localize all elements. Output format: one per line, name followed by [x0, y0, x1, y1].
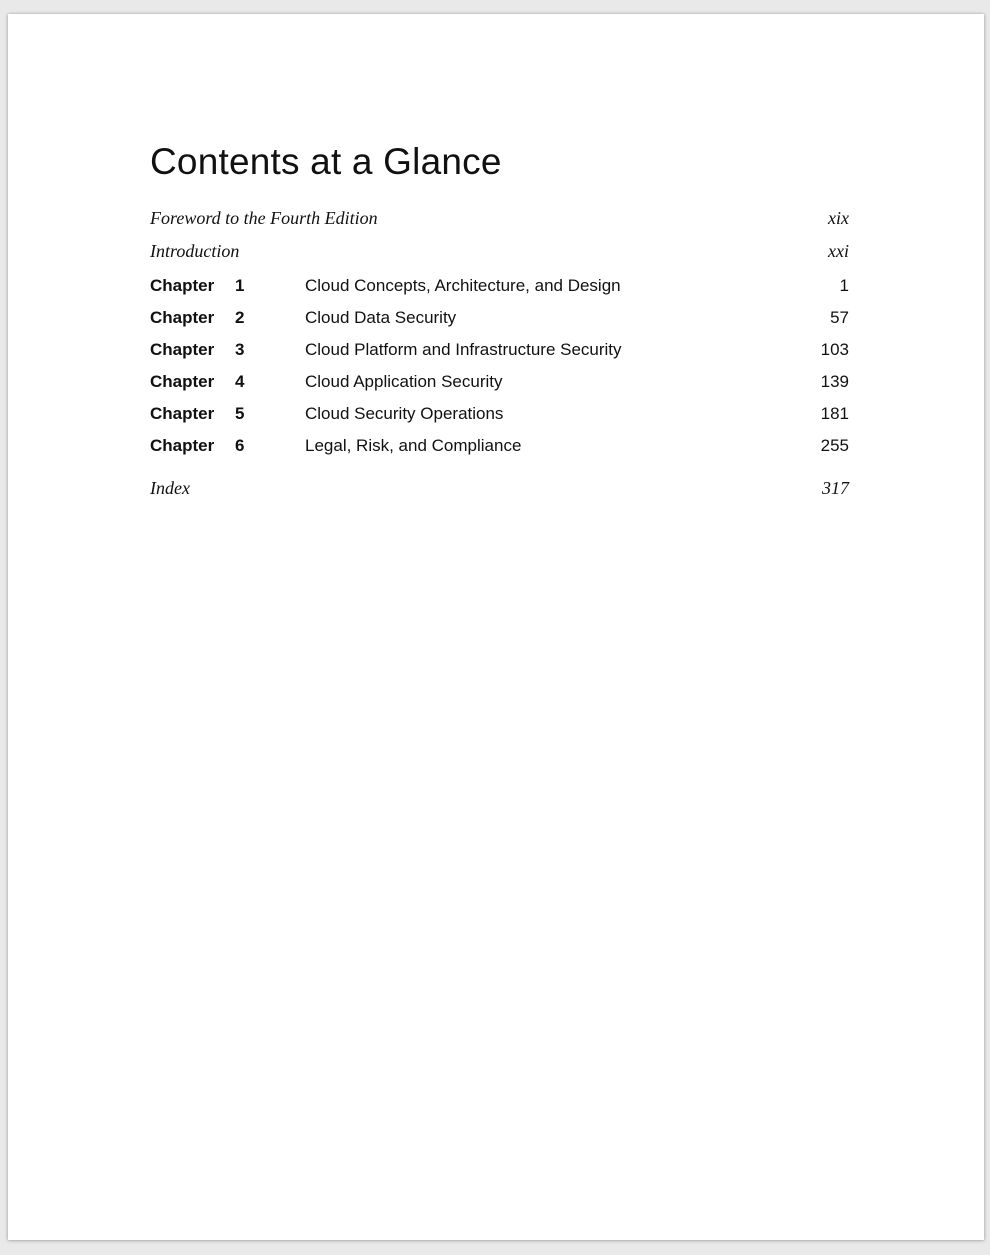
- chapter-title: Cloud Data Security: [305, 308, 457, 327]
- chapter-word: Chapter: [150, 308, 215, 327]
- chapter-title: Cloud Concepts, Architecture, and Design: [305, 276, 621, 295]
- toc-entry-introduction[interactable]: [150, 241, 849, 265]
- toc-entry-chapter-2[interactable]: [150, 308, 849, 332]
- toc-entry-chapter-1[interactable]: [150, 276, 849, 300]
- toc-entry-chapter-5[interactable]: [150, 404, 849, 428]
- chapter-page: 57: [830, 308, 849, 327]
- chapter-page: 103: [820, 340, 849, 359]
- chapter-number: 6: [235, 436, 245, 455]
- page-title: Contents at a Glance: [150, 141, 502, 182]
- chapter-page: 139: [820, 372, 849, 391]
- toc-entry-chapter-3[interactable]: [150, 340, 849, 364]
- toc-entry-index[interactable]: [150, 478, 849, 502]
- chapter-title: Legal, Risk, and Compliance: [305, 436, 522, 455]
- chapter-title: Cloud Platform and Infrastructure Security: [305, 340, 622, 359]
- chapter-number: 2: [235, 308, 245, 327]
- toc-entry-page: xix: [828, 208, 849, 228]
- chapter-word: Chapter: [150, 372, 215, 391]
- chapter-word: Chapter: [150, 276, 215, 295]
- chapter-number: 1: [235, 276, 245, 295]
- chapter-title: Cloud Application Security: [305, 372, 503, 391]
- toc-entry-chapter-4[interactable]: [150, 372, 849, 396]
- toc-entry-foreword[interactable]: [150, 208, 849, 232]
- chapter-word: Chapter: [150, 436, 215, 455]
- chapter-page: 1: [839, 276, 849, 295]
- toc-entry-label: Index: [150, 478, 190, 498]
- document-page: [8, 14, 984, 1240]
- chapter-number: 3: [235, 340, 245, 359]
- chapter-word: Chapter: [150, 340, 215, 359]
- chapter-page: 181: [820, 404, 849, 423]
- toc-entry-label: Foreword to the Fourth Edition: [150, 208, 378, 228]
- toc-entry-chapter-6[interactable]: [150, 436, 849, 460]
- chapter-title: Cloud Security Operations: [305, 404, 504, 423]
- toc-entry-page: xxi: [828, 241, 849, 261]
- toc-entry-page: 317: [822, 478, 849, 498]
- chapter-number: 5: [235, 404, 245, 423]
- chapter-page: 255: [820, 436, 849, 455]
- chapter-number: 4: [235, 372, 245, 391]
- toc-entry-label: Introduction: [150, 241, 240, 261]
- chapter-word: Chapter: [150, 404, 215, 423]
